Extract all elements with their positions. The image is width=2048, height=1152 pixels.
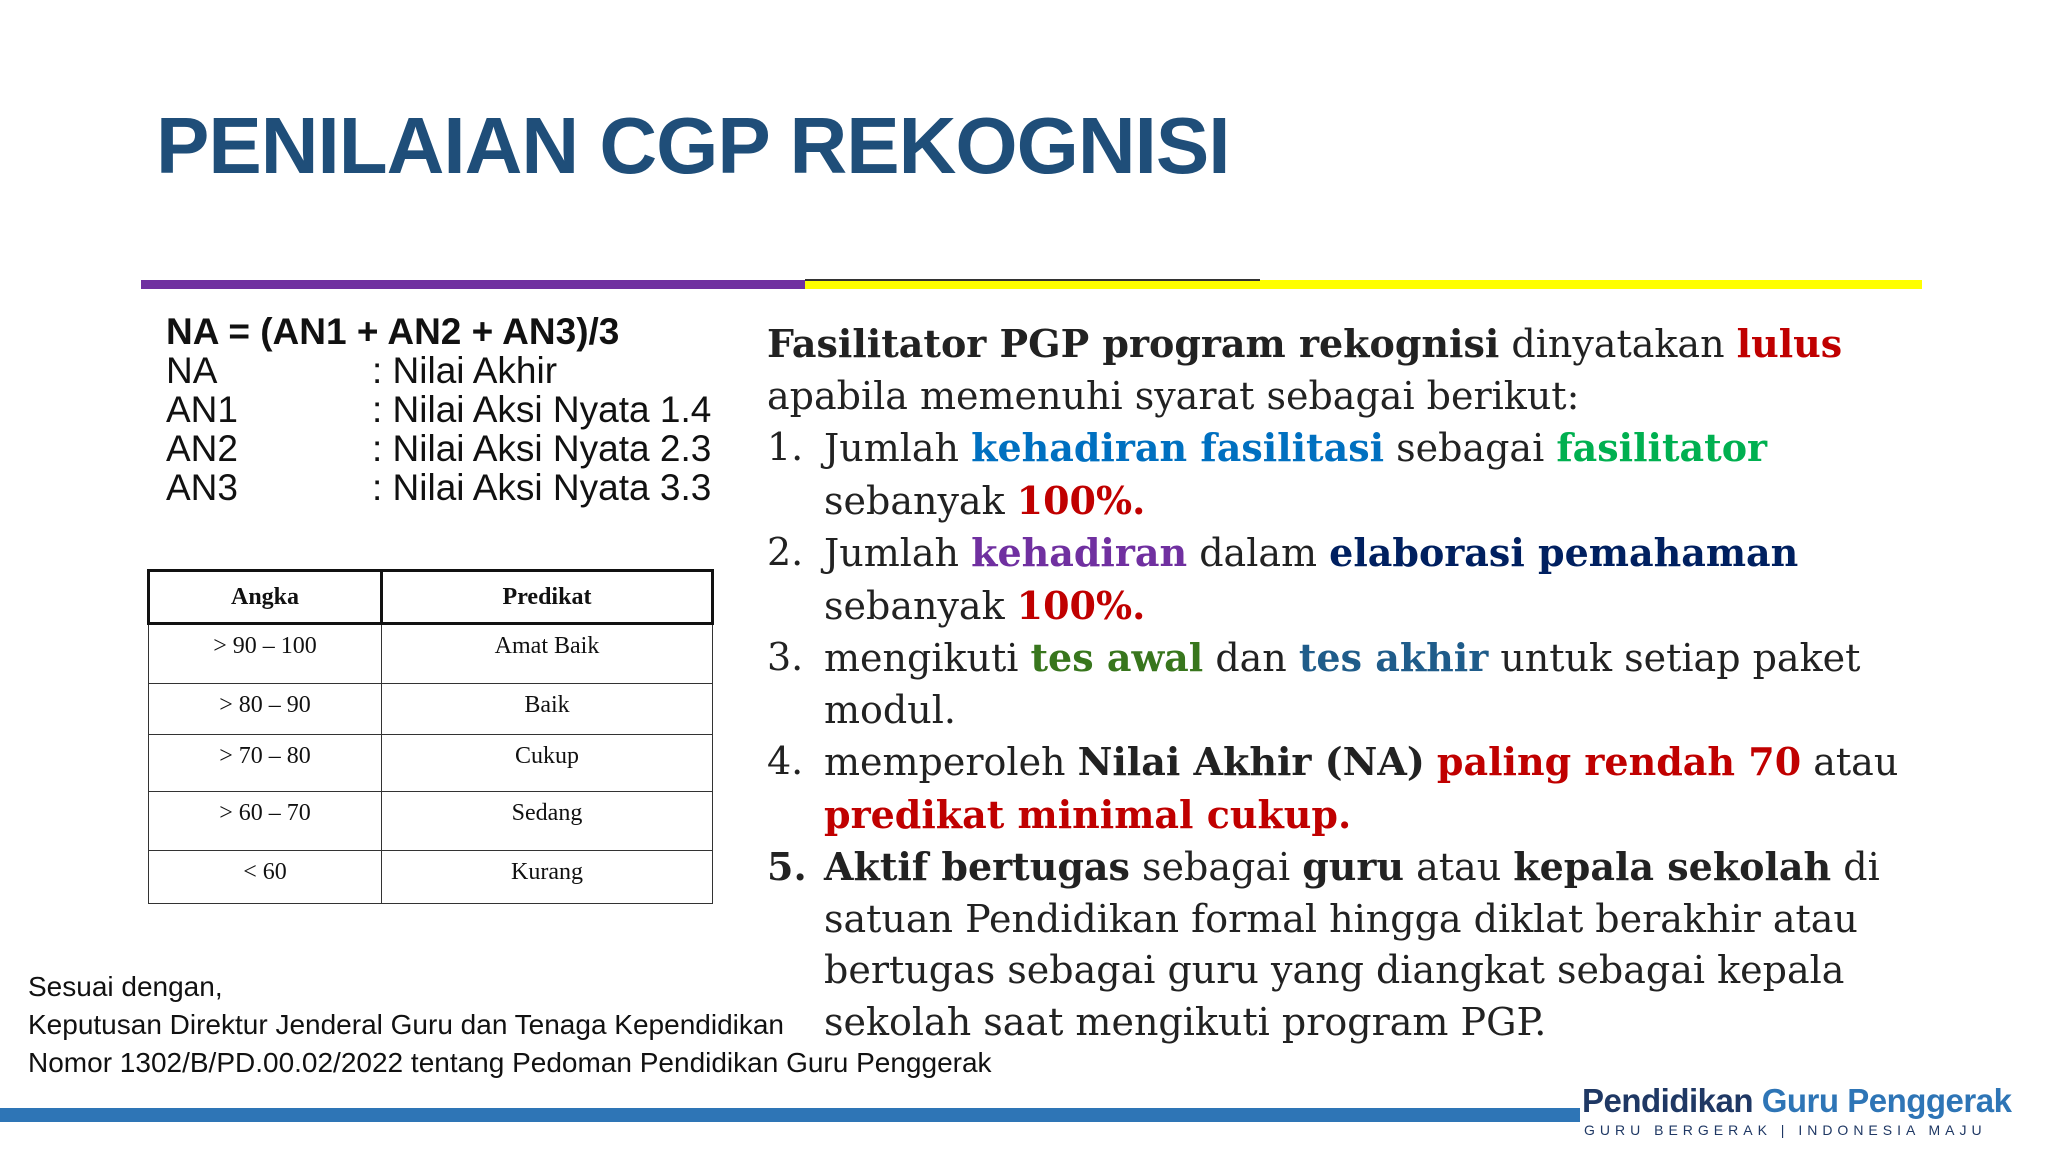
table-cell-angka: > 60 – 70 [149, 792, 382, 851]
item-keyword: elaborasi pemahaman [1329, 530, 1799, 575]
slide-title: PENILAIAN CGP REKOGNISI [156, 101, 1230, 190]
list-item [767, 736, 1947, 841]
table-row [149, 851, 713, 904]
item-keyword: kehadiran fasilitasi [971, 425, 1385, 470]
reference-line: Nomor 1302/B/PD.00.02/2022 tentang Pedoman Pendidikan Guru Penggerak [28, 1047, 992, 1078]
table-cell-angka: < 60 [149, 851, 382, 904]
item-text: atau [1404, 845, 1514, 889]
formula-abbr: AN3 [166, 467, 238, 508]
table-row [149, 735, 713, 792]
item-text: untuk setiap paket modul. [824, 636, 1861, 732]
item-number: 1. [767, 425, 804, 469]
formula-block [166, 312, 711, 507]
column-header-predikat: Predikat [382, 571, 713, 624]
item-keyword: 100%. [1016, 477, 1146, 523]
item-text: atau [1801, 740, 1899, 784]
grade-table [147, 569, 714, 904]
item-text: di satuan Pendidikan formal hingga diklat berakhir atau bertugas sebagai guru yang diangkat sebagai kepala sekolah saat mengikuti program PGP. [824, 845, 1880, 1044]
formula-desc: : Nilai Aksi Nyata 1.4 [372, 389, 712, 430]
table-cell-predikat: Kurang [382, 851, 713, 904]
requirements-intro [767, 318, 1947, 422]
divider-purple [141, 280, 806, 289]
brand-name [1582, 1082, 2011, 1120]
brand-name-part: Pendidikan [1582, 1082, 1762, 1119]
list-item [767, 632, 1947, 736]
item-number: 5. [767, 844, 807, 889]
item-keyword: tes akhir [1298, 635, 1489, 680]
table-row [149, 792, 713, 851]
requirements-block [767, 318, 1947, 1048]
table-header-row [149, 571, 713, 624]
reference-line: Keputusan Direktur Jenderal Guru dan Tenaga Kependidikan [28, 1009, 784, 1040]
brand-tagline: GURU BERGERAK | INDONESIA MAJU [1584, 1122, 1987, 1138]
formula-row [166, 429, 711, 468]
table-cell-predikat: Cukup [382, 735, 713, 792]
item-text: mengikuti [824, 636, 1031, 680]
item-keyword: guru [1302, 844, 1405, 889]
item-text: Jumlah [824, 531, 972, 575]
item-text: sebanyak [824, 583, 1017, 628]
formula-desc: : Nilai Aksi Nyata 3.3 [372, 467, 712, 508]
column-header-angka: Angka [149, 571, 382, 624]
intro-bold: Fasilitator PGP program rekognisi [767, 321, 1500, 366]
table-cell-predikat: Amat Baik [382, 624, 713, 684]
list-item [767, 527, 1947, 632]
table-cell-angka: > 80 – 90 [149, 684, 382, 735]
divider-yellow [805, 280, 1922, 289]
intro-lulus: lulus [1736, 321, 1843, 366]
intro-text: dinyatakan [1499, 322, 1737, 366]
item-text: Jumlah [824, 426, 972, 470]
reference-line: Sesuai dengan, [28, 971, 223, 1002]
item-keyword: 100%. [1016, 582, 1146, 628]
formula-desc: : Nilai Aksi Nyata 2.3 [372, 428, 712, 469]
item-number: 3. [767, 635, 804, 679]
divider-thin-line [805, 279, 1260, 281]
bottom-bar [0, 1108, 1580, 1122]
intro-text: apabila memenuhi syarat sebagai berikut: [767, 373, 1580, 418]
item-keyword: fasilitator [1556, 425, 1768, 470]
reference-note [28, 968, 992, 1082]
item-keyword: Nilai Akhir (NA) [1077, 739, 1425, 784]
item-text: dalam [1187, 531, 1330, 575]
item-number: 2. [767, 530, 804, 574]
formula-row [166, 351, 711, 390]
list-item [767, 422, 1947, 527]
formula-abbr: NA [166, 350, 218, 391]
table-cell-predikat: Sedang [382, 792, 713, 851]
requirements-list [767, 422, 1947, 1048]
formula-row [166, 390, 711, 429]
item-keyword: paling rendah 70 [1436, 739, 1802, 784]
table-row [149, 624, 713, 684]
formula-abbr: AN1 [166, 389, 238, 430]
table-cell-predikat: Baik [382, 684, 713, 735]
table-row [149, 684, 713, 735]
formula-desc: : Nilai Akhir [372, 350, 558, 391]
item-number: 4. [767, 739, 804, 783]
formula-head: NA = (AN1 + AN2 + AN3)/3 [166, 311, 620, 352]
item-text [1425, 740, 1437, 784]
item-text: sebagai [1129, 845, 1303, 889]
table-cell-angka: > 90 – 100 [149, 624, 382, 684]
formula-row [166, 468, 711, 507]
item-keyword: kepala sekolah [1513, 844, 1832, 889]
brand-logo [1582, 1082, 2011, 1138]
item-keyword: predikat minimal cukup. [824, 791, 1352, 837]
item-keyword: tes awal [1030, 635, 1204, 680]
formula-abbr: AN2 [166, 428, 238, 469]
item-text: sebanyak [824, 478, 1017, 523]
item-text: sebagai [1384, 426, 1557, 470]
item-text: memperoleh [824, 740, 1078, 784]
item-keyword: Aktif bertugas [824, 844, 1130, 889]
brand-name-accent: Guru Penggerak [1761, 1082, 2012, 1119]
item-keyword: kehadiran [971, 530, 1188, 575]
table-cell-angka: > 70 – 80 [149, 735, 382, 792]
item-text: dan [1203, 636, 1299, 680]
